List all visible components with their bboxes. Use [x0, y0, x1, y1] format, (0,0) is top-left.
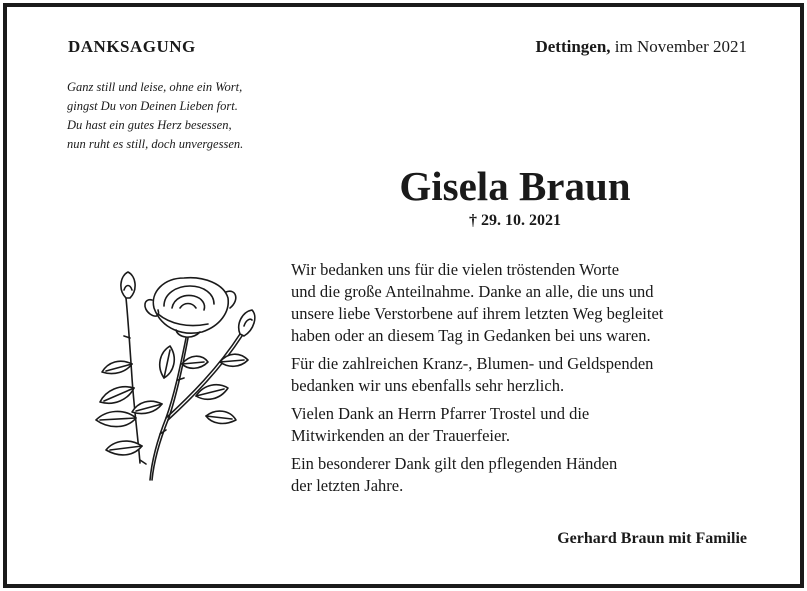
message-line: Ein besonderer Dank gilt den pflegenden Händen [291, 454, 618, 473]
notice-date: im November 2021 [614, 37, 747, 56]
message-line: Für die zahlreichen Kranz-, Blumen- und Geldspenden [291, 354, 654, 373]
poem-line: gingst Du von Deinen Lieben fort. [67, 99, 238, 113]
message-line: haben oder an diesem Tag in Gedanken bei uns waren. [291, 326, 651, 345]
place-date [535, 37, 747, 57]
place-name: Dettingen, [535, 37, 611, 56]
message-line: Wir bedanken uns für die vielen tröstenden Worte [291, 260, 620, 279]
poem-line: Du hast ein gutes Herz besessen, [67, 118, 232, 132]
poem [67, 78, 243, 154]
poem-line: Ganz still und leise, ohne ein Wort, [67, 80, 243, 94]
rose-icon [80, 268, 265, 486]
signature: Gerhard Braun mit Familie [557, 530, 747, 547]
deceased-name: Gisela Braun [399, 163, 631, 209]
message-line: Mitwirkenden an der Trauerfeier. [291, 426, 511, 445]
message-paragraph [291, 353, 751, 397]
death-date: † 29. 10. 2021 [469, 212, 561, 229]
message-line: Vielen Dank an Herrn Pfarrer Trostel und die [291, 404, 590, 423]
message-line: unsere liebe Verstorbene auf ihrem letzten Weg begleitet [291, 304, 664, 323]
message-paragraph [291, 403, 751, 447]
message-paragraph [291, 259, 751, 347]
message-line: bedanken wir uns ebenfalls sehr herzlich. [291, 376, 565, 395]
message-line: der letzten Jahre. [291, 476, 404, 495]
message-line: und die große Anteilnahme. Danke an alle, die uns und [291, 282, 654, 301]
notice-heading: DANKSAGUNG [68, 37, 196, 56]
message-paragraph [291, 453, 751, 497]
message-body [291, 259, 751, 503]
poem-line: nun ruht es still, doch unvergessen. [67, 137, 244, 151]
